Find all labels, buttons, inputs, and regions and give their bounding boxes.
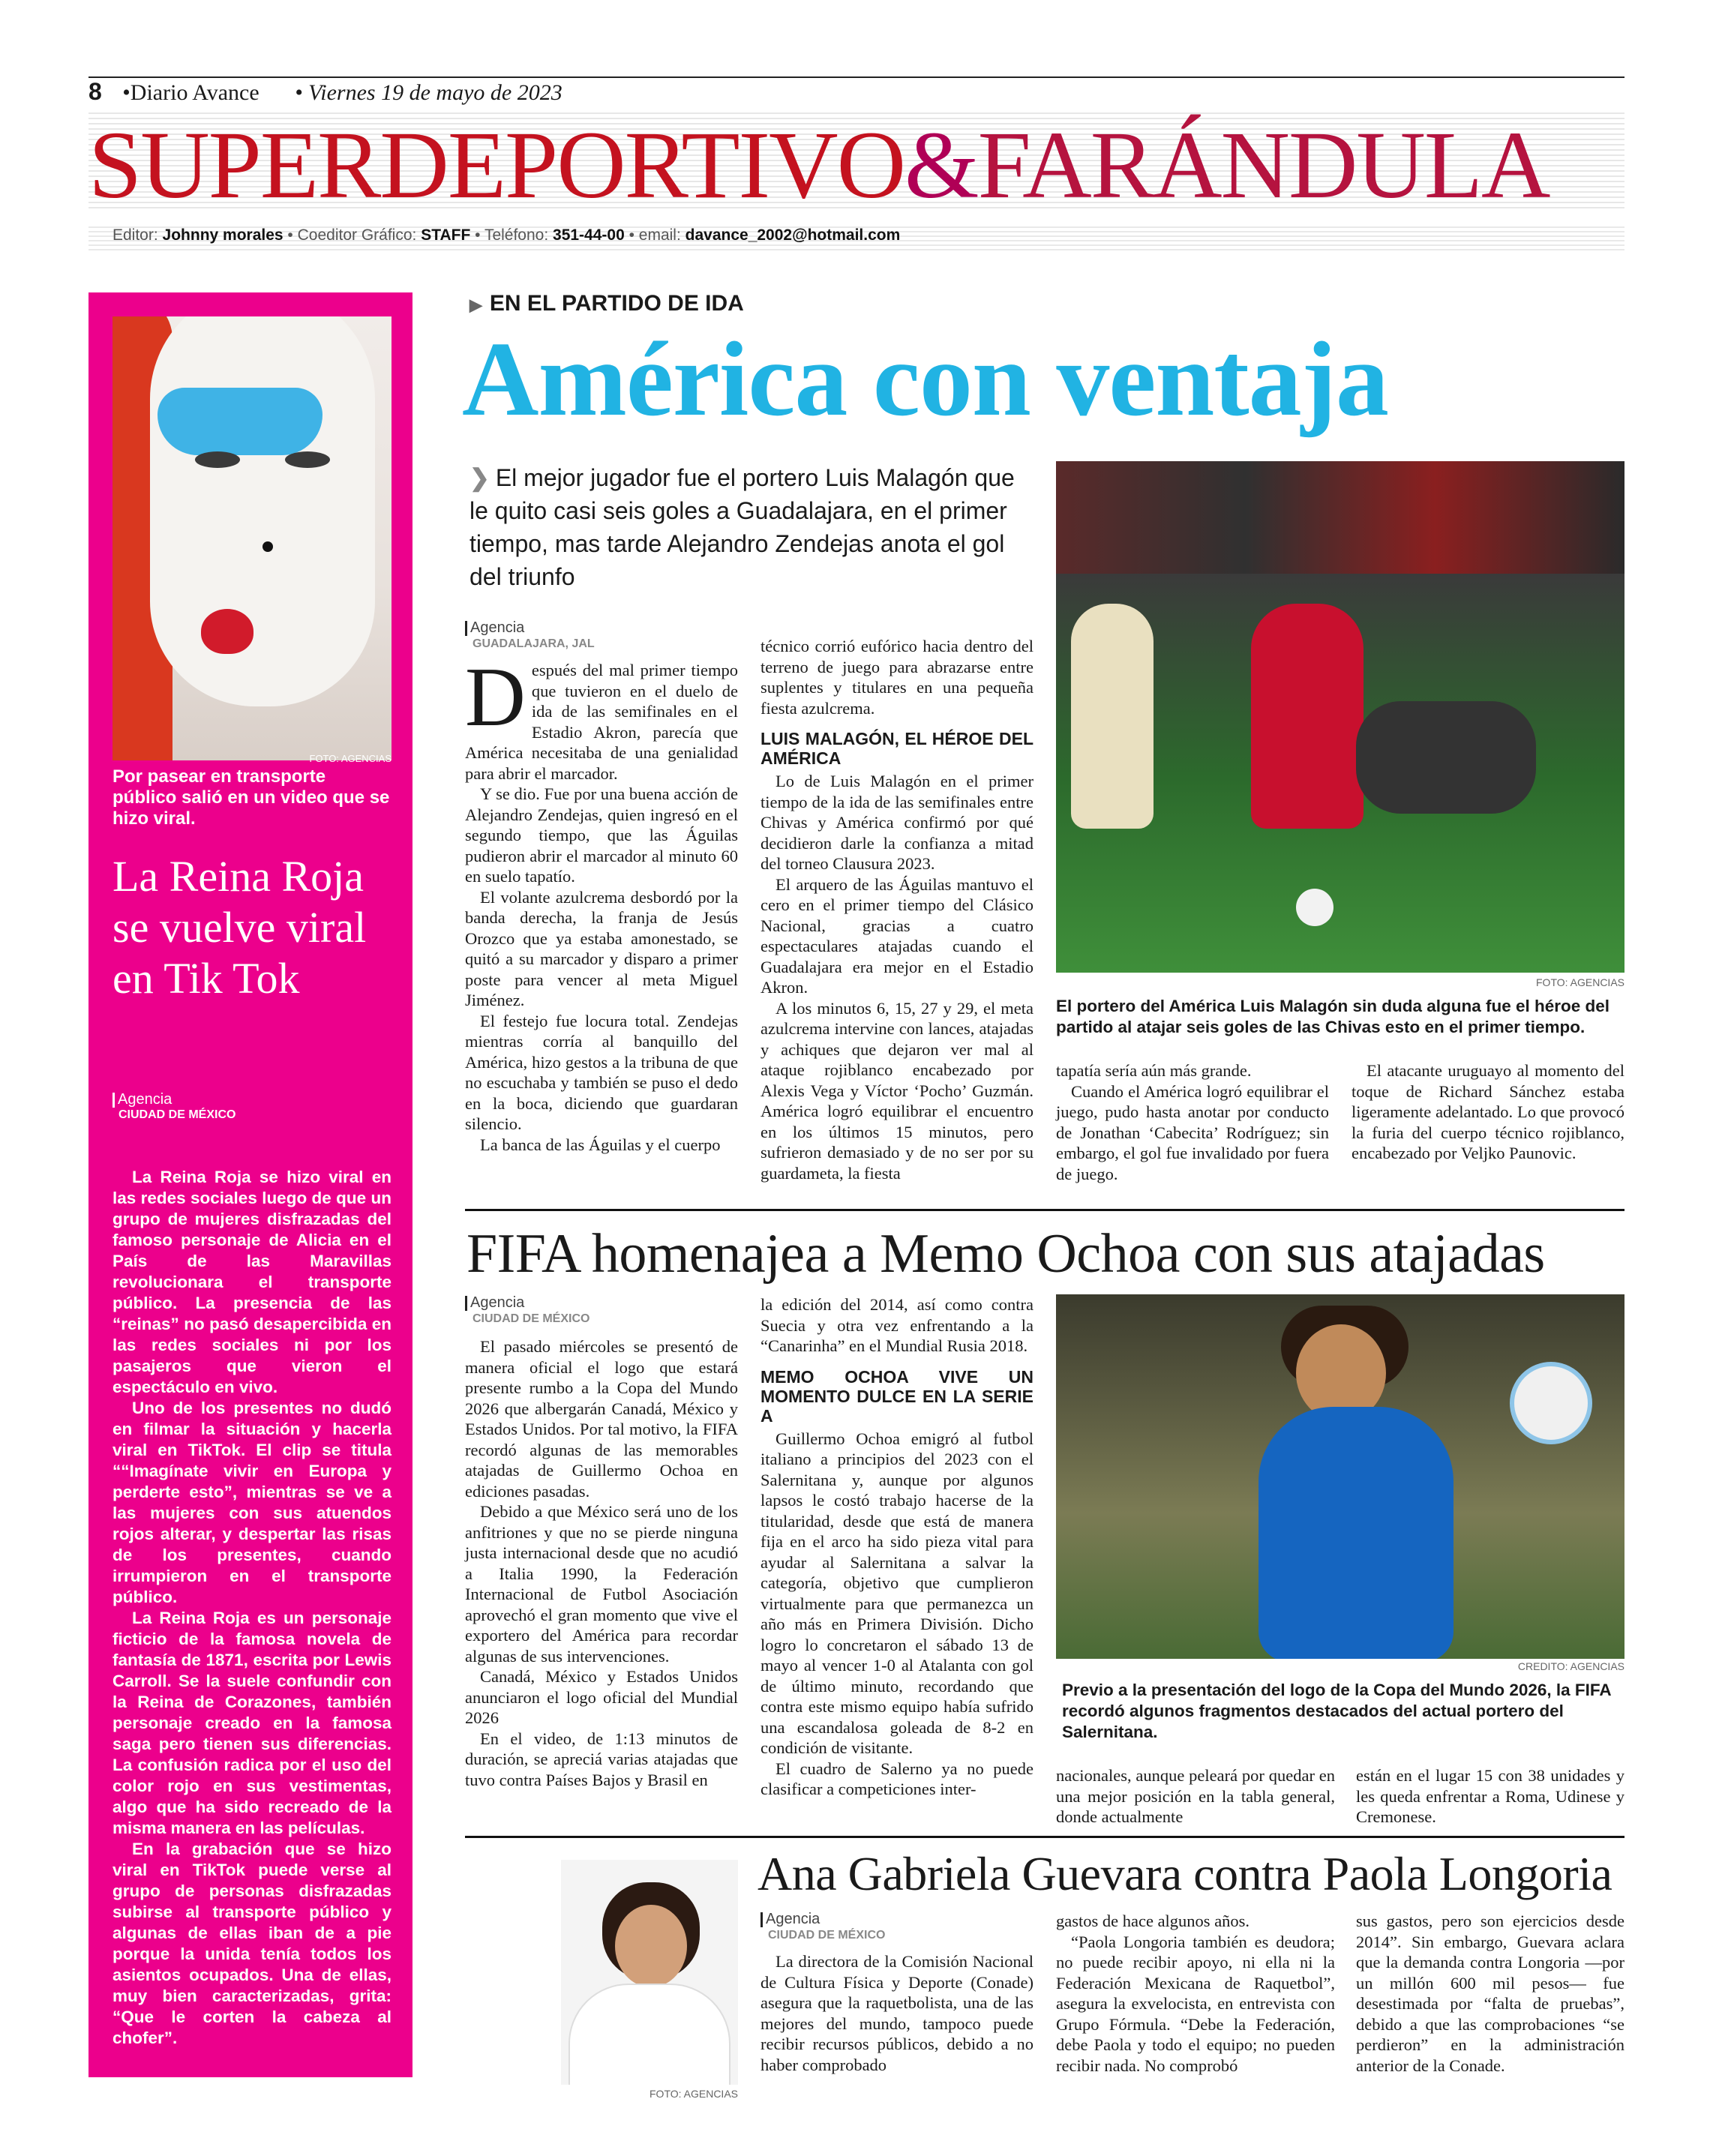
story2-byline: [465, 1294, 590, 1327]
story1-col3: [1056, 1060, 1329, 1184]
story2-col3: [1056, 1765, 1335, 1828]
paper-name: •Diario Avance: [122, 80, 260, 105]
story1-city: GUADALAJARA, JAL: [472, 637, 595, 650]
story1-kicker-text: EN EL PARTIDO DE IDA: [489, 291, 744, 316]
story2-agency: Agencia: [470, 1294, 525, 1311]
story1-col4: [1352, 1060, 1624, 1164]
email-address: davance_2002@hotmail.com: [685, 226, 901, 244]
story1-paragraph: técnico corrió eufórico hacia dentro del terreno de juego para abrazarse entre suplentes y titulares en una pequeña fiesta azulcrema.: [760, 637, 1034, 718]
play-arrow-icon: ▶: [470, 295, 482, 314]
story3-city: CIUDAD DE MÉXICO: [768, 1929, 886, 1942]
paola-longoria-photo: [561, 1860, 738, 2085]
section-entertainment: FARÁNDULA: [977, 112, 1550, 218]
story1-photo-caption: El portero del América Luis Malagón sin duda alguna fue el héroe del partido al atajar seis goles de las Chivas esto en el primer tiempo.: [1056, 997, 1610, 1036]
story2-headline: FIFA homenajea a Memo Ochoa con sus atajadas: [466, 1223, 1545, 1285]
section-masthead: [88, 112, 1624, 217]
section-sports: SUPERDEPORTIVO: [88, 112, 904, 218]
story3-col1: [760, 1951, 1034, 2075]
story3-agency: Agencia: [766, 1911, 820, 1927]
sidebar-byline: [112, 1091, 236, 1122]
story1-paragraph: A los minutos 6, 15, 27 y 29, el meta azulcrema intervine con lances, atajadas y achiques que dejaron ver mal al ataque rojiblanco encabezado por Alexis Vega y Víctor ‘Pocho’ Guzmán. América logró equilibrar el encuentro en los últimos 15 minutos, pero sufrieron demasiado y de no ser por su guardameta, la fiesta: [760, 998, 1034, 1183]
sidebar-city: CIUDAD DE MÉXICO: [118, 1108, 236, 1121]
sidebar-paragraph: Uno de los presentes no dudó en filmar la situación y hacerla viral en TikTok. El clip se titula ““Imagínate vivir en Europa y perderte esto”, mientras se ve a las mujeres con sus atuendos rojos alterar, y despertar las risas de los presentes, cuando irrumpieron en el transporte público.: [112, 1399, 392, 1606]
story2-paragraph: Debido a que México será uno de los anfitriones y que no se pierde ninguna justa internacional desde que no acudió a Italia 1990, la Federación Internacional de Futbol Asociación aprovechó el gran momento que vive el exportero del América para recordar algunas de sus intervenciones.: [465, 1502, 738, 1666]
story1-paragraph: El arquero de las Águilas mantuvo el cero en el primer tiempo del Clásico Nacional, gracias a cuatro espectaculares atajadas cuando el Guadalajara era mejor en el Estadio Akron.: [760, 874, 1034, 997]
story2-paragraph: Guillermo Ochoa emigró al futbol italiano a principios del 2023 con el Salernitana y, aunque por algunos lapsos le costó trabajo hacerse de la titularidad, desde que está de manera fija en el arco ha sido pieza vital para ayudar al Salernitana a salvar la categoría, objetivo que cumplieron virtualmente para que permanezca un año más en Primera División. Dicho logro lo concretaron el sábado 13 de mayo al vencer 1-0 al Atalanta con gol de último minuto, recordando que contra este mismo equipo había sufrido una escandalosa goleada de 8-2 en condición de visitante.: [760, 1429, 1034, 1757]
chevron-icon: ❯: [470, 464, 490, 491]
red-queen-photo: [112, 316, 392, 760]
date: • Viernes 19 de mayo de 2023: [295, 80, 562, 105]
story1-paragraph: El festejo fue locura total. Zendejas mientras corría al banquillo del América, hizo gestos a la tribuna de que no escuchaba y también se puso el dedo en la boca, diciendo que guardaran silencio.: [465, 1011, 738, 1133]
sidebar-photo-credit: FOTO: AGENCIAS: [309, 753, 392, 764]
story1-dek: [470, 461, 1024, 593]
story1-dek-text: El mejor jugador fue el portero Luis Malagón que le quito casi seis goles a Guadalajara, en el primer tiempo, mas tarde Alejandro Zendejas anota el gol del triunfo: [470, 464, 1015, 590]
story3-byline: [760, 1911, 885, 1944]
coeditor-name: STAFF: [421, 226, 471, 244]
story1-paragraph: Cuando el América logró equilibrar el juego, pudo hasta anotar por conducto de Jonathan ‘Cabecita’ Rodríguez; sin embargo, el gol fue invalidado por fuera de juego.: [1056, 1081, 1329, 1183]
staff-credits: [112, 226, 900, 244]
story2-paragraph: la edición del 2014, así como contra Suecia y otra vez enfrentando a la “Canarinha” en el Mundial Rusia 2018.: [760, 1295, 1034, 1355]
story2-paragraph: En el video, de 1:13 minutos de duración, se apreciá varias atajadas que tuvo contra Países Bajos y Brasil en: [465, 1729, 738, 1789]
story1-paragraph: La banca de las Águilas y el cuerpo: [480, 1135, 721, 1154]
editor-label: Editor:: [112, 226, 163, 244]
story2-paragraph: nacionales, aunque peleará por quedar en una mejor posición en la tabla general, donde actualmente: [1056, 1766, 1335, 1826]
story2-paragraph: Canadá, México y Estados Unidos anunciaron el logo oficial del Mundial 2026: [465, 1667, 738, 1727]
story3-paragraph: sus gastos, pero son ejercicios desde 2014”. Sin embargo, Guevara aclara que la demanda contra Longoria —por un millón 600 mil pesos— fue desestimada por “falta de pruebas”, debido a que las comprobaciones “se perdieron” en la administración anterior de la Conade.: [1356, 1912, 1624, 2075]
sidebar-agency: Agencia: [118, 1091, 172, 1108]
sidebar-caption: Por pasear en transporte público salió en un video que se hizo viral.: [112, 766, 390, 829]
coeditor-label: • Coeditor Gráfico:: [283, 226, 422, 244]
story2-paragraph: están en el lugar 15 con 38 unidades y les queda enfrentar a Roma, Udinese y Cremonese.: [1356, 1766, 1624, 1826]
story1-agency: Agencia: [470, 619, 525, 636]
story1-paragraph: El volante azulcrema desbordó por la banda derecha, la franja de Jesús Orozco que ya estaba amonestado, se quitó a su marcador y disparo a primer poste para vencer al meta Miguel Jiménez.: [465, 887, 738, 1009]
folio: [88, 78, 562, 106]
story3-paragraph: La directora de la Comisión Nacional de Cultura Física y Deporte (Conade) asegura que la raquetbolista, una de las mejores del mundo, tampoco puede recibir recursos públicos, debido a no haber comprobado: [760, 1952, 1034, 2074]
section-divider: [465, 1836, 1624, 1838]
ochoa-goalkeeper-photo: [1056, 1294, 1624, 1659]
section-ampersand: &: [904, 112, 978, 218]
story2-col4: [1356, 1765, 1624, 1828]
story1-headline: América con ventaja: [462, 319, 1388, 438]
story1-paragraph: espués del mal primer tiempo que tuvieron en el duelo de ida de las semifinales en el Estadio Akron, parecía que América necesitaba de una genialidad para abrir el marcador.: [465, 661, 738, 783]
page-number: 8: [88, 78, 102, 105]
story3-headline: Ana Gabriela Guevara contra Paola Longoria: [758, 1847, 1612, 1900]
story1-byline: [465, 619, 595, 652]
story1-kicker: [470, 291, 744, 316]
story1-col1: [465, 651, 738, 1155]
story2-col1: [465, 1336, 738, 1790]
email-label: • email:: [624, 226, 686, 244]
editor-name: Johnny morales: [162, 226, 284, 244]
story3-paragraph: “Paola Longoria también es deudora; no puede recibir apoyo, ni ella ni la Federación Mexicana de Raquetbol”, asegura la exvelocista, en entrevista con Grupo Fórmula. “Debe la Federación, debe Paola y todo el equipo; no pueden recibir nada. No comprobó: [1056, 1932, 1335, 2075]
story2-subhead: MEMO OCHOA VIVE UN MOMENTO DULCE EN LA SERIE A: [760, 1366, 1034, 1426]
chivas-america-match-photo: [1056, 461, 1624, 973]
story1-paragraph: Y se dio. Fue por una buena acción de Alejandro Zendejas, quien ingresó en el segundo tiempo, que las Águilas pudieron abrir el marcador al minuto 60 en suelo tapatío.: [465, 784, 738, 886]
section-divider: [465, 1209, 1624, 1211]
sidebar-paragraph: En la grabación que se hizo viral en TikTok puede verse al grupo de personas disfrazadas subirse al transporte público y algunas de ellas iban de a pie porque la unida tenía todos los asientos ocupados. Una de ellas, muy bien caracterizadas, grita: “Que le corten la cabeza al chofer”.: [112, 1840, 392, 2047]
dropcap: D: [465, 651, 526, 744]
story1-subhead: LUIS MALAGÓN, EL HÉROE DEL AMÉRICA: [760, 729, 1034, 768]
story3-col3: [1356, 1911, 1624, 2076]
story1-paragraph: tapatía sería aún más grande.: [1056, 1061, 1252, 1080]
sidebar-paragraph: La Reina Roja se hizo viral en las redes sociales luego de que un grupo de mujeres disfrazadas del famoso personaje de Alicia en el País de las Maravillas revolucionara el transporte público. La presencia de las “reinas” no pasó desapercibida en las redes sociales ni por los pasajeros que vieron el espectáculo en vivo.: [112, 1168, 392, 1396]
sidebar-paragraph: La Reina Roja es un personaje ficticio de la famosa novela de fantasía de 1871, escrita por Lewis Carroll. Se la suele confundir con la Reina de Corazones, también personaje creado en la famosa saga pero tienen sus diferencias. La confusión radica por el uso del color rojo en sus vestimentas, algo que ha sido recreado de la misma manera en las películas.: [112, 1609, 392, 1837]
story3-photo-credit: FOTO: AGENCIAS: [650, 2088, 738, 2100]
sidebar-body: [112, 1167, 392, 2049]
story2-paragraph: El pasado miércoles se presentó de manera oficial el logo que estará presente rumbo a la Copa del Mundo 2026 que albergarán Canadá, México y Estados Unidos. Por tal motivo, la FIFA recordó algunas de las memorables atajadas de Guillermo Ochoa en ediciones pasadas.: [465, 1337, 738, 1501]
story1-paragraph: El atacante uruguayo al momento del toque de Richard Sánchez estaba ligeramente adelantado. Lo que provocó la furia del cuerpo técnico rojiblanco, encabezado por Veljko Paunovic.: [1352, 1061, 1624, 1162]
story2-photo-caption: Previo a la presentación del logo de la Copa del Mundo 2026, la FIFA recordó algunos fragmentos destacados del actual portero del Salernitana.: [1062, 1681, 1611, 1741]
story2-city: CIUDAD DE MÉXICO: [472, 1312, 590, 1325]
story1-paragraph: Lo de Luis Malagón en el primer tiempo de la ida de las semifinales entre Chivas y América confirmó por qué decidieron darle la confianza a mitad del torneo Clausura 2023.: [760, 772, 1034, 873]
phone-number: 351-44-00: [553, 226, 625, 244]
story1-photo-credit: FOTO: AGENCIAS: [1536, 976, 1624, 988]
story3-paragraph: gastos de hace algunos años.: [1056, 1912, 1250, 1930]
phone-label: • Teléfono:: [470, 226, 554, 244]
story3-col2: [1056, 1911, 1335, 2076]
story2-col2: [760, 1294, 1034, 1800]
sidebar-headline: La Reina Roja se vuelve viral en Tik Tok: [112, 852, 367, 1003]
story1-col2: [760, 636, 1034, 1183]
story2-paragraph: El cuadro de Salerno ya no puede clasificar a competiciones inter-: [760, 1759, 1034, 1798]
story2-photo-credit: CREDITO: AGENCIAS: [1517, 1660, 1624, 1672]
